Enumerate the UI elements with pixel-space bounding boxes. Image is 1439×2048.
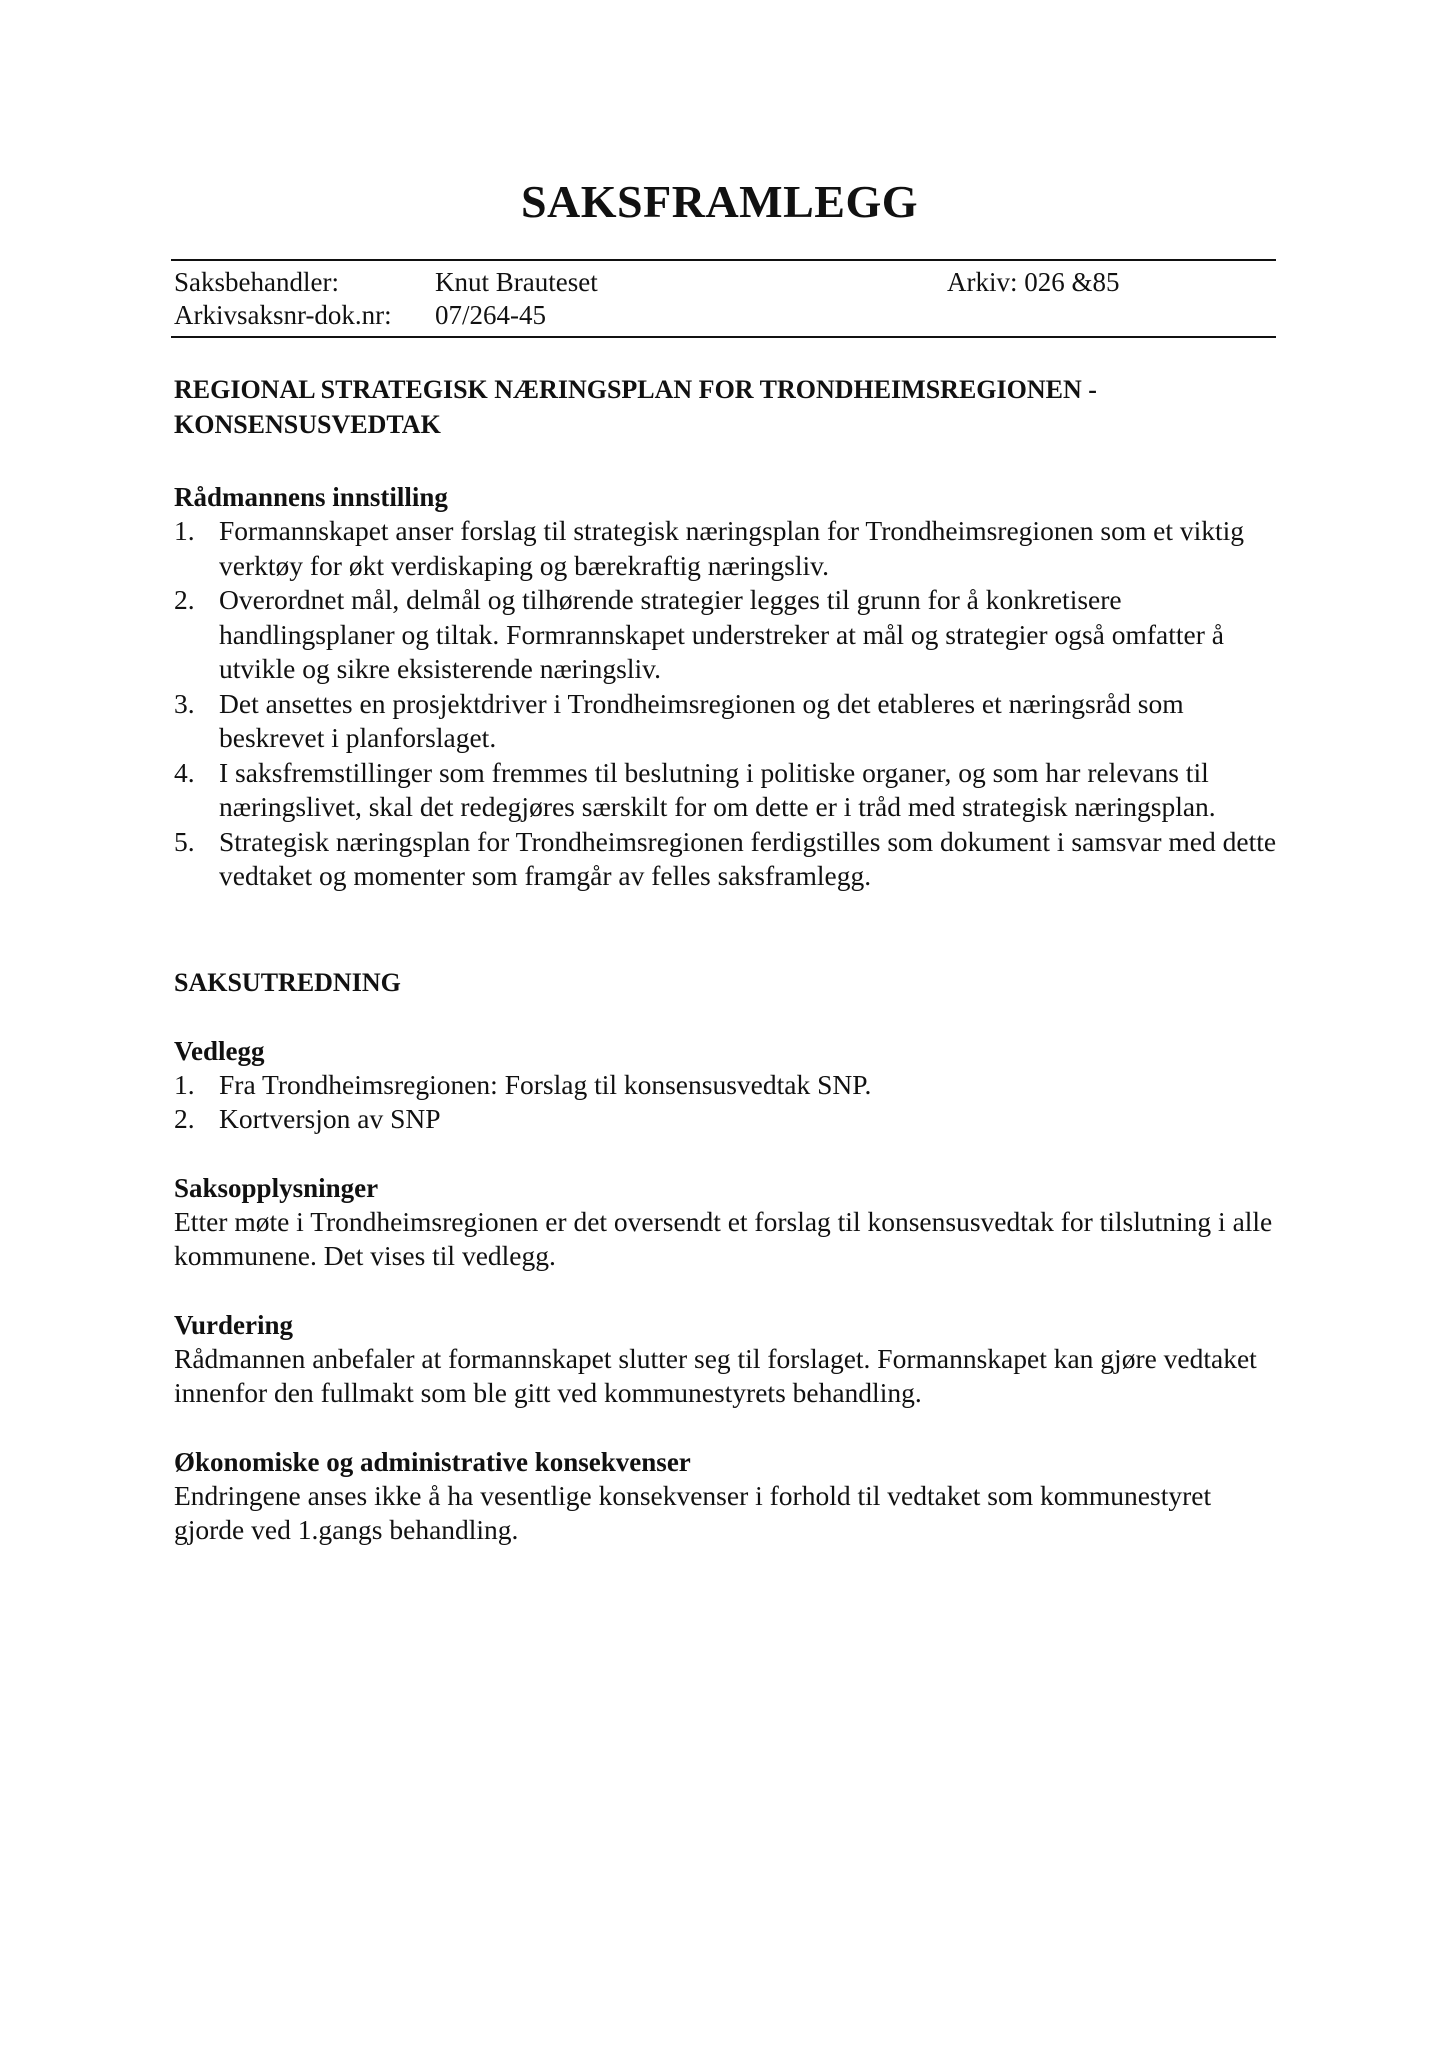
- saksopplysninger-text: Etter møte i Trondheimsregionen er det oversendt et forslag til konsensusvedtak for tilslutning i alle kommunene. Det vises til vedlegg.: [174, 1205, 1273, 1271]
- okonomiske-text: Endringene anses ikke å ha vesentlige konsekvenser i forhold til vedtaket som kommunestyret gjorde ved 1.gangs behandling.: [174, 1479, 1212, 1545]
- list-item-number: 2.: [174, 1103, 195, 1134]
- list-item: [174, 756, 1284, 825]
- case-metadata: [171, 259, 1276, 338]
- list-item-number: 2.: [174, 584, 195, 615]
- vedlegg-list: [174, 1068, 1284, 1137]
- recommendation-section: [174, 480, 1284, 894]
- list-item-number: 4.: [174, 756, 195, 788]
- document-body: [174, 372, 1284, 1548]
- saksbehandler-value: Knut Brauteset: [435, 267, 598, 297]
- list-item: [174, 514, 1284, 583]
- recommendation-list: [174, 514, 1284, 894]
- list-item: [174, 1102, 1284, 1137]
- list-item-text: Overordnet mål, delmål og tilhørende strategier legges til grunn for å konkretisere handlingsplaner og tiltak. Formrannskapet understreker at mål og strategier også omfatter å utvikle og sikre eksisterende næringsliv.: [219, 584, 1224, 684]
- vurdering-section: [174, 1308, 1284, 1411]
- okonomiske-heading: Økonomiske og administrative konsekvenser: [174, 1446, 691, 1477]
- list-item: [174, 1068, 1284, 1103]
- list-item-text: I saksfremstillinger som fremmes til beslutning i politiske organer, og som har relevans til næringslivet, skal det redegjøres særskilt for om dette er i tråd med strategisk næringsplan.: [219, 756, 1216, 822]
- list-item-number: 1.: [174, 515, 195, 546]
- arkivsaksnr-value: 07/264-45: [435, 300, 546, 330]
- saksopplysninger-heading: Saksopplysninger: [174, 1172, 379, 1203]
- arkivsaksnr-label: Arkivsaksnr-dok.nr:: [174, 300, 392, 330]
- list-item-text: Kortversjon av SNP: [219, 1103, 441, 1134]
- saksopplysninger-section: [174, 1171, 1284, 1274]
- recommendation-heading: Rådmannens innstilling: [174, 482, 448, 512]
- list-item: [174, 687, 1284, 756]
- list-item-text: Strategisk næringsplan for Trondheimsregionen ferdigstilles som dokument i samsvar med dette vedtaket og momenter som framgår av felles saksframlegg.: [219, 825, 1277, 891]
- vedlegg-heading: Vedlegg: [174, 1035, 265, 1066]
- vurdering-text: Rådmannen anbefaler at formannskapet slutter seg til forslaget. Formannskapet kan gjøre vedtaket innenfor den fullmakt som ble gitt ved kommunestyrets behandling.: [174, 1342, 1257, 1408]
- list-item-text: Fra Trondheimsregionen: Forslag til konsensusvedtak SNP.: [219, 1068, 872, 1100]
- case-title: REGIONAL STRATEGISK NÆRINGSPLAN FOR TRONDHEIMSREGIONEN - KONSENSUSVEDTAK: [174, 375, 1097, 439]
- saksutredning-heading: SAKSUTREDNING: [174, 967, 401, 997]
- vurdering-heading: Vurdering: [174, 1309, 294, 1340]
- arkiv-code: Arkiv: 026 &85: [947, 267, 1120, 297]
- list-item: [174, 825, 1284, 894]
- list-item-number: 1.: [174, 1068, 195, 1100]
- saksbehandler-label: Saksbehandler:: [174, 267, 339, 297]
- list-item-number: 5.: [174, 825, 195, 857]
- list-item-text: Formannskapet anser forslag til strategisk næringsplan for Trondheimsregionen som et viktig verktøy for økt verdiskaping og bærekraftig næringsliv.: [219, 515, 1245, 581]
- list-item-text: Det ansettes en prosjektdriver i Trondheimsregionen og det etableres et næringsråd som beskrevet i planforslaget.: [219, 687, 1184, 753]
- list-item: [174, 583, 1284, 687]
- vedlegg-section: [174, 1034, 1284, 1137]
- document-title: SAKSFRAMLEGG: [520, 176, 919, 227]
- list-item-number: 3.: [174, 687, 195, 719]
- okonomiske-section: [174, 1445, 1284, 1548]
